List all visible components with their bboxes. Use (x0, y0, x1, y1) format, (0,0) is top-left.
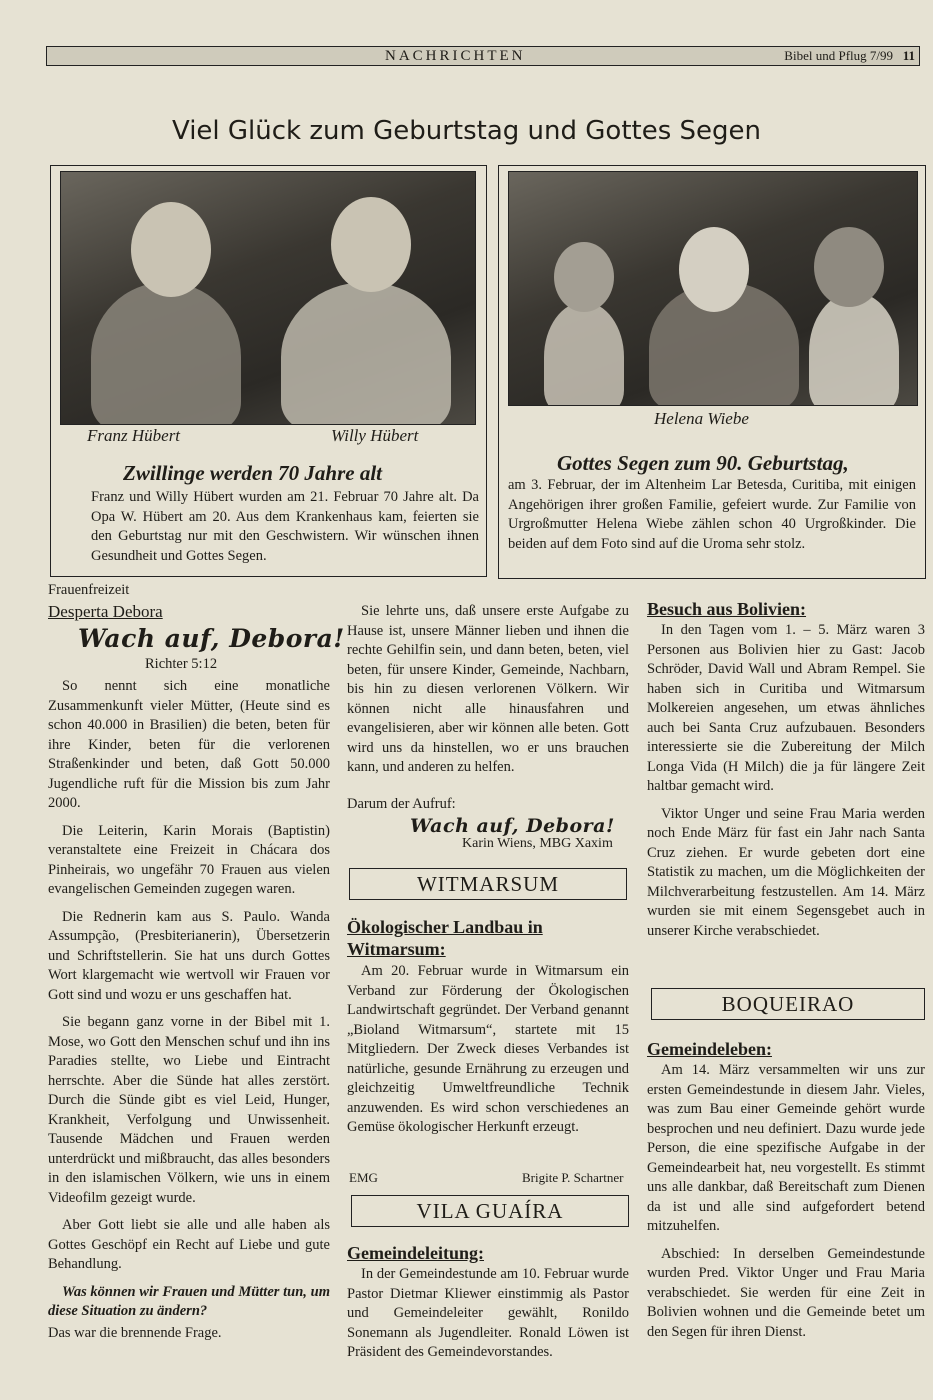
section-vila-guaira: VILA GUAÍRA (351, 1195, 629, 1227)
caption-franz: Franz Hübert (87, 426, 181, 445)
col3-gemeindeleben: Am 14. März versammelten wir uns zur ersten Gemeindestunde in diesem Jahr. Vieles, was zum Bau einer Gemeinde gehört wurde besprochen und neu definiert. Dazu wurde jede Person, die eine spezifische Aufgabe in der Gemeindearbeit hat, neu vorgestellt. Es stimmt uns alle dankbar, daß Bereitschaft zum Dienen da ist und alle sind aufgefordert betend mitzuhelfen. Abschied: In derselben Gemeindestunde wurden Pred. Viktor Unger und Frau Maria verabschiedet. Sie werden für eine Zeit in Bolivien wohnen und die Gemeinde betet um den Segen für ihren Dienst. (647, 1062, 925, 1340)
aufruf-label: Darum der Aufruf: (347, 796, 456, 812)
scripture-ref: Richter 5:12 (145, 656, 218, 672)
page-header (46, 46, 920, 66)
section-name: NACHRICHTEN (385, 48, 526, 64)
author-wiens: Karin Wiens, MBG Xaxim (462, 836, 613, 851)
col2-gemeindeleitung: In der Gemeindestunde am 10. Februar wurde Pastor Dietmar Kliewer einstimmig als Pastor und Gemeindeleiter gewählt, Ronildo Sonemann als Jugendleiter. Ronald Löwen ist Präsident des Gemeindevorstandes. (347, 1266, 629, 1360)
heading-bolivien: Besuch aus Bolivien: (647, 599, 807, 619)
col3-bolivien: In den Tagen vom 1. – 5. März waren 3 Personen aus Bolivien hier zu Gast: Jacob Schröder, David Wall und Abram Rempel. Sie haben sich in Curitiba und Witmarsum Molkereien angesehen, um etwas ähnliches auch bei Santa Cruz aufzubauen. Besonders interessierte sie die Zubereitung der Milch Longa Vida (H Milch) die ja für längere Zeit haltbar gemacht wird. Viktor Unger und seine Frau Maria werden noch Ende März für fast ein Jahr nach Santa Cruz ziehen. Er wurde gebeten dort eine Statistik zu machen, um die Möglichkeiten der Milchverarbeitung festzustellen. Am 14. März wurden sie mit einem Segensgebet auch in unserer Kirche verabschiedet. (647, 622, 925, 939)
helena-headline: Gottes Segen zum 90. Geburtstag, (557, 451, 849, 475)
section-boqueirao: BOQUEIRAO (651, 988, 925, 1020)
caption-willy: Willy Hübert (331, 426, 419, 445)
helena-photo (508, 171, 918, 406)
col1-body: So nennt sich eine monatliche Zusammenkunft vieler Mütter, (Heute sind es schon 40.000 in Brasilien) die beten, beten für ihre Kinder, beten für die verlorenen Straßenkinder und beten, daß Gott 50.000 Jugendliche ruft für die Mission bis zum Jahr 2000. Die Leiterin, Karin Morais (Baptistin) veranstaltete eine Freizeit in Chácara dos Pinheirais, wo ungefähr 70 Frauen aus vielen evangelischen Gemeinden zugegen waren. Die Rednerin kam aus S. Paulo. Wanda Assumpção, (Presbiterianerin), Übersetzerin und Schriftstellerin. Sie hat uns durch Gottes Wort klargemacht wie wertvoll wir Frauen vor Gott sind und wozu er uns geschaffen hat. Sie begann ganz vorne in der Bibel mit 1. Mose, wo Gott den Menschen schuf und ihn ins Paradies stellte, wo Liebe und Eintracht herrschte. Aber die Sünde hat alles zerstört. Durch die Sünde gibt es viel Leid, Hunger, Krankheit, Verfolgung und Unwissenheit. Tausende Mädchen und Frauen werden unterdrückt und mißbraucht, das alles besonders in den islamischen Völkern, wie uns in einem Videofilm gezeigt wurde. Aber Gott liebt sie alle und alle haben als Gottes Geschöpf ein Recht auf Liebe und gute Behandlung. Was können wir Frauen und Mütter tun, um diese Situation zu ändern? Das war die brennende Frage. (48, 678, 330, 1341)
kicker: Frauenfreizeit (48, 582, 130, 598)
heading-gemeindeleitung: Gemeindeleitung: (347, 1243, 484, 1263)
twins-photo (60, 171, 476, 425)
heading-gemeindeleben: Gemeindeleben: (647, 1039, 772, 1059)
debora-title: Wach auf, Debora! (78, 624, 345, 653)
twins-text: Franz und Willy Hübert wurden am 21. Februar 70 Jahre alt. Da Opa W. Hübert am 20. Aus dem Krankenhaus kam, feierten sie den Geburtstag nur mit den Geschwistern. Wir wünschen ihnen Gesundheit und Gottes Segen. (91, 489, 479, 564)
author-schartner: Brigite P. Schartner (522, 1170, 624, 1185)
col2-body: Sie lehrte uns, daß unsere erste Aufgabe zu Hause ist, unsere Männer lieben und ihnen die rechte Gehilfin sein, und dann beten, beten, viel beten, für unsere Kinder, Gemeinde, Nachbarn, bis hin zu diesen verlorenen Völkern. Wir können nicht alle hinausfahren und evangelisieren, aber wir können alle beten. Gott wird uns da hinstellen, wo er uns brauchen kann, und anderen zu helfen. (347, 603, 629, 775)
issue-label: Bibel und Pflug 7/99 (784, 48, 893, 63)
section-witmarsum: WITMARSUM (349, 868, 627, 900)
subtitle-desperta: Desperta Debora (48, 602, 163, 621)
emg-label: EMG (349, 1170, 378, 1185)
twins-box (50, 165, 487, 577)
slogan: Wach auf, Debora! (410, 815, 615, 837)
helena-box (498, 165, 926, 579)
heading-landbau: Ökologischer Landbau in Witmarsum: (347, 917, 543, 959)
page-title: Viel Glück zum Geburtstag und Gottes Segen (171, 116, 761, 146)
twins-headline: Zwillinge werden 70 Jahre alt (123, 461, 383, 485)
helena-text: am 3. Februar, der im Altenheim Lar Betesda, Curitiba, mit einigen Angehörigen ihrer großen Familie, gefeiert wurde. Zur Familie von Urgroßmutter Helena Wiebe zählen schon 40 Urgroßkinder. Die beiden auf dem Foto sind auf die Uroma sehr stolz. (508, 477, 916, 552)
page-number: 11 (902, 48, 915, 63)
col2-landbau: Am 20. Februar wurde in Witmarsum ein Verband zur Förderung der Ökologischen Landwirtschaft gegründet. Der Verband genannt „Bioland Witmarsum“, startete mit 15 Mitgliedern. Der Zweck dieses Verbandes ist natürliche, gesunde Ernährung zu erzeugen und gleichzeitig Umweltfreundliche Technik anzuwenden. Es wird schon verschiedenes an Gemüse ökologischer Herkunft erzeugt. (347, 963, 629, 1135)
caption-helena: Helena Wiebe (654, 409, 749, 428)
